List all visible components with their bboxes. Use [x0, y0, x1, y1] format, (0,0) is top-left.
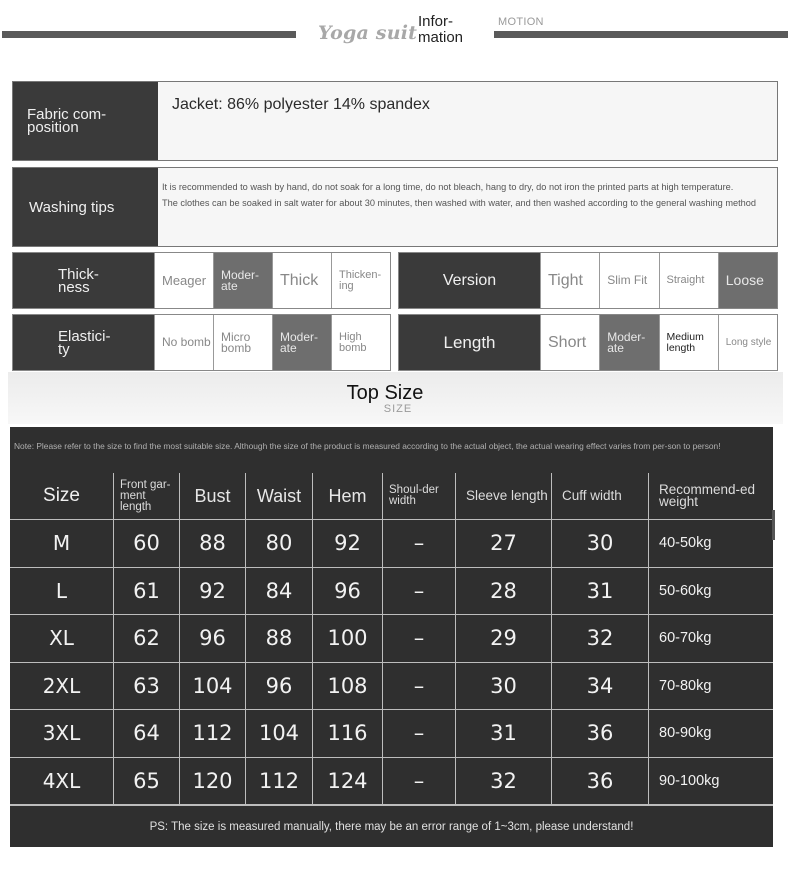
- length-row: [398, 314, 778, 371]
- cell-front-length: 61: [114, 568, 180, 616]
- cell-waist: 88: [246, 615, 313, 663]
- top-size-title: Top Size: [346, 382, 424, 404]
- thickness-option-thickening: Thicken-ing: [331, 253, 390, 308]
- cell-recommended-weight: 40-50kg: [649, 520, 773, 568]
- cell-waist: 80: [246, 520, 313, 568]
- cell-hem: 116: [313, 710, 383, 758]
- header-info-label: Infor-mation: [418, 13, 464, 46]
- header-waist: Waist: [246, 473, 313, 520]
- cell-bust: 92: [180, 568, 246, 616]
- cell-front-length: 60: [114, 520, 180, 568]
- thickness-label: Thick-ness: [58, 265, 99, 296]
- header-motion-label: MOTION: [498, 16, 544, 28]
- cell-waist: 112: [246, 758, 313, 806]
- thickness-option-moderate: Moder-ate: [213, 253, 272, 308]
- cell-bust: 120: [180, 758, 246, 806]
- length-option-long-style: Long style: [718, 315, 777, 370]
- cell-shoulder-width: –: [383, 758, 456, 806]
- table-row: [10, 663, 773, 711]
- thickness-label-cell: [13, 253, 154, 308]
- cell-bust: 96: [180, 615, 246, 663]
- fabric-composition-box: [12, 81, 778, 161]
- cell-size: 2XL: [10, 663, 114, 711]
- size-note: Note: Please refer to the size to find the most suitable size. Although the size of the product is measured according to the actual object, the actual wearing effect varies from per-son to person!: [10, 427, 773, 473]
- washing-tips-box: [12, 167, 778, 247]
- cell-recommended-weight: 90-100kg: [649, 758, 773, 806]
- cell-size: 3XL: [10, 710, 114, 758]
- cell-size: XL: [10, 615, 114, 663]
- length-option-moderate: Moder-ate: [599, 315, 658, 370]
- cell-size: L: [10, 568, 114, 616]
- version-row: [398, 252, 778, 309]
- cell-sleeve-length: 32: [456, 758, 552, 806]
- cell-sleeve-length: 30: [456, 663, 552, 711]
- cell-hem: 96: [313, 568, 383, 616]
- cell-recommended-weight: 70-80kg: [649, 663, 773, 711]
- header-bust: Bust: [180, 473, 246, 520]
- header-divider-right: [494, 31, 788, 38]
- cell-waist: 104: [246, 710, 313, 758]
- cell-waist: 96: [246, 663, 313, 711]
- version-option-tight: Tight: [540, 253, 599, 308]
- cell-cuff-width: 34: [552, 663, 649, 711]
- header-sleeve-length: Sleeve length: [456, 473, 552, 520]
- elasticity-option-high-bomb: High bomb: [331, 315, 390, 370]
- cell-hem: 100: [313, 615, 383, 663]
- length-option-medium-length: Medium length: [659, 315, 718, 370]
- elasticity-option-no-bomb: No bomb: [154, 315, 213, 370]
- cell-cuff-width: 36: [552, 758, 649, 806]
- thickness-option-meager: Meager: [154, 253, 213, 308]
- cell-shoulder-width: –: [383, 710, 456, 758]
- cell-bust: 104: [180, 663, 246, 711]
- size-table: [10, 473, 773, 805]
- table-row: [10, 710, 773, 758]
- table-row: [10, 568, 773, 616]
- header-hem: Hem: [313, 473, 383, 520]
- cell-front-length: 62: [114, 615, 180, 663]
- thickness-option-thick: Thick: [272, 253, 331, 308]
- header-cuff-width: Cuff width: [552, 473, 649, 520]
- cell-waist: 84: [246, 568, 313, 616]
- length-label: Length: [399, 315, 540, 370]
- header-script-title: Yoga suit: [318, 22, 418, 44]
- cell-cuff-width: 30: [552, 520, 649, 568]
- elasticity-row: [12, 314, 391, 371]
- header-divider-left: [2, 31, 296, 38]
- cell-shoulder-width: –: [383, 520, 456, 568]
- version-option-straight: Straight: [659, 253, 718, 308]
- size-table-header-row: [10, 473, 773, 520]
- table-row: [10, 615, 773, 663]
- fabric-composition-label: Fabric com-position: [27, 106, 107, 136]
- header-size: Size: [10, 473, 114, 520]
- cell-cuff-width: 36: [552, 710, 649, 758]
- version-option-slim-fit: Slim Fit: [599, 253, 658, 308]
- washing-tip-line-1: It is recommended to wash by hand, do not soak for a long time, do not bleach, hang to dry, do not iron the printed parts at high temperature.: [162, 182, 734, 192]
- thickness-row: [12, 252, 391, 309]
- table-row: [10, 520, 773, 568]
- cell-cuff-width: 31: [552, 568, 649, 616]
- length-option-short: Short: [540, 315, 599, 370]
- cell-shoulder-width: –: [383, 663, 456, 711]
- cell-sleeve-length: 27: [456, 520, 552, 568]
- header-recommended-weight: Recommend-ed weight: [649, 473, 773, 520]
- cell-size: M: [10, 520, 114, 568]
- elasticity-option-micro-bomb: Micro bomb: [213, 315, 272, 370]
- elasticity-label-cell: [13, 315, 154, 370]
- cell-sleeve-length: 31: [456, 710, 552, 758]
- cell-hem: 92: [313, 520, 383, 568]
- cell-recommended-weight: 50-60kg: [649, 568, 773, 616]
- washing-tips-text: [158, 168, 777, 246]
- cell-cuff-width: 32: [552, 615, 649, 663]
- cell-shoulder-width: –: [383, 615, 456, 663]
- washing-tip-line-2: The clothes can be soaked in salt water for about 30 minutes, then washed with water, and then washed according to the general washing method: [162, 198, 756, 208]
- fabric-composition-label-cell: [13, 82, 158, 160]
- table-row: [10, 758, 773, 806]
- header-front-garment-length: Front gar-ment length: [114, 473, 180, 520]
- elasticity-option-moderate: Moder-ate: [272, 315, 331, 370]
- version-label: Version: [399, 253, 540, 308]
- cell-bust: 88: [180, 520, 246, 568]
- cell-hem: 124: [313, 758, 383, 806]
- cell-sleeve-length: 28: [456, 568, 552, 616]
- cell-recommended-weight: 80-90kg: [649, 710, 773, 758]
- cell-front-length: 64: [114, 710, 180, 758]
- version-option-loose: Loose: [718, 253, 777, 308]
- cell-bust: 112: [180, 710, 246, 758]
- cell-front-length: 65: [114, 758, 180, 806]
- top-size-ghost-text: SIZE: [383, 403, 413, 415]
- cell-sleeve-length: 29: [456, 615, 552, 663]
- header-shoulder-width: Shoul-der width: [383, 473, 456, 520]
- size-table-footnote: PS: The size is measured manually, there may be an error range of 1~3cm, please understand!: [10, 805, 773, 847]
- cell-front-length: 63: [114, 663, 180, 711]
- washing-tips-label: Washing tips: [13, 168, 158, 246]
- cell-size: 4XL: [10, 758, 114, 806]
- cell-hem: 108: [313, 663, 383, 711]
- fabric-composition-value: Jacket: 86% polyester 14% spandex: [172, 96, 430, 113]
- elasticity-label: Elastici-ty: [58, 327, 111, 358]
- cell-recommended-weight: 60-70kg: [649, 615, 773, 663]
- edge-decoration: [772, 510, 775, 540]
- cell-shoulder-width: –: [383, 568, 456, 616]
